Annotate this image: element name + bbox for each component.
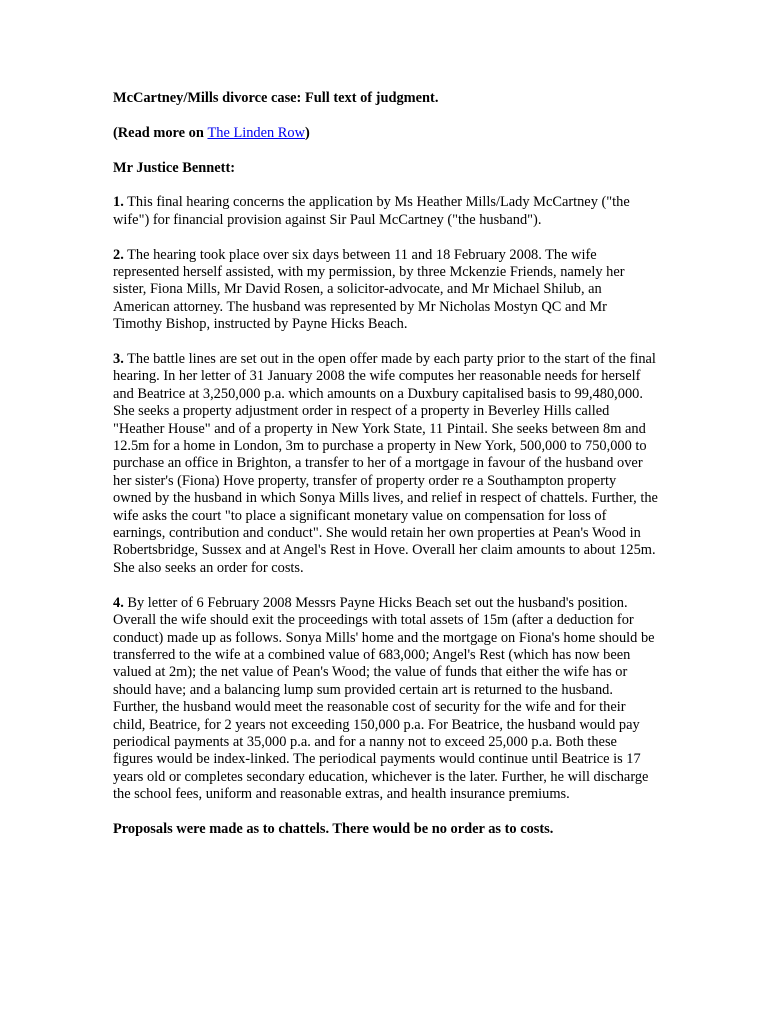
paragraph-3 [113,351,658,577]
paragraph-text: The battle lines are set out in the open offer made by each party prior to the start of the final hearing. In her letter of 31 January 2008 the wife computes her reasonable needs for herself and Beatrice at 3,250,000 p.a. which amounts on a Duxbury capitalised basis to 99,480,000. She seeks a property adjustment order in respect of a property in Beverley Hills called "Heather House" and of a property in New York State, 11 Pintail. She seeks between 8m and 12.5m for a home in London, 3m to purchase a property in New York, 500,000 to 750,000 to purchase an office in Brighton, a transfer to her of a mortgage in favour of the husband over her sister's (Fiona) Hove property, transfer of property order re a Southampton property owned by the husband in which Sonya Mills lives, and relief in respect of chattels. Further, the wife asks the court "to place a significant monetary value on compensation for loss of earnings, contribution and conduct". She would retain her own properties at Pean's Wood in Robertsbridge, Sussex and at Angel's Rest in Hove. Overall her claim amounts to about 125m. She also seeks an order for costs. [113,351,658,576]
paragraph-number: 1. [113,194,124,211]
read-more-prefix: (Read more on [113,124,208,141]
paragraph-number: 2. [113,246,124,263]
judgment-text [113,90,658,856]
paragraph-text: By letter of 6 February 2008 Messrs Payne Hicks Beach set out the husband's position. Overall the wife should exit the proceedings with total assets of 15m (after a deduction for conduct) made up as follows. Sonya Mills' home and the mortgage on Fiona's home should be transferred to the wife at a combined value of 683,000; Angel's Rest (which has now been valued at 2m); the net value of Pean's Wood; the value of funds that either the wife has or should have; and a balancing lump sum provided certain art is returned to the husband. Further, the husband would meet the reasonable cost of security for the wife and for their child, Beatrice, for 2 years not exceeding 150,000 p.a. For Beatrice, the husband would pay periodical payments at 35,000 p.a. and for a nanny not to exceed 25,000 p.a. Both these figures would be index-linked. The periodical payments would continue until Beatrice is 17 years old or completes secondary education, whichever is the later. Further, he will discharge the school fees, uniform and reasonable extras, and health insurance premiums. [113,594,655,803]
paragraph-1 [113,194,658,229]
paragraph-text: The hearing took place over six days between 11 and 18 February 2008. The wife represented herself assisted, with my permission, by three Mckenzie Friends, namely her sister, Fiona Mills, Mr David Rosen, a solicitor-advocate, and Mr Michael Shilub, an American attorney. The husband was represented by Mr Nicholas Mostyn QC and Mr Timothy Bishop, instructed by Payne Hicks Beach. [113,246,625,333]
read-more-line [113,125,658,142]
read-more-suffix: ) [305,124,310,141]
document-title: McCartney/Mills divorce case: Full text of judgment. [113,90,439,106]
paragraph-number: 3. [113,351,124,368]
linden-row-link[interactable]: The Linden Row [207,124,305,141]
closing-statement: Proposals were made as to chattels. There would be no order as to costs. [113,820,554,837]
paragraph-text: This final hearing concerns the application by Ms Heather Mills/Lady McCartney ("the wife") for financial provision against Sir Paul McCartney ("the husband"). [113,194,630,228]
paragraph-2 [113,247,658,334]
paragraph-number: 4. [113,594,124,611]
paragraph-4 [113,595,658,804]
judge-heading: Mr Justice Bennett: [113,159,236,176]
